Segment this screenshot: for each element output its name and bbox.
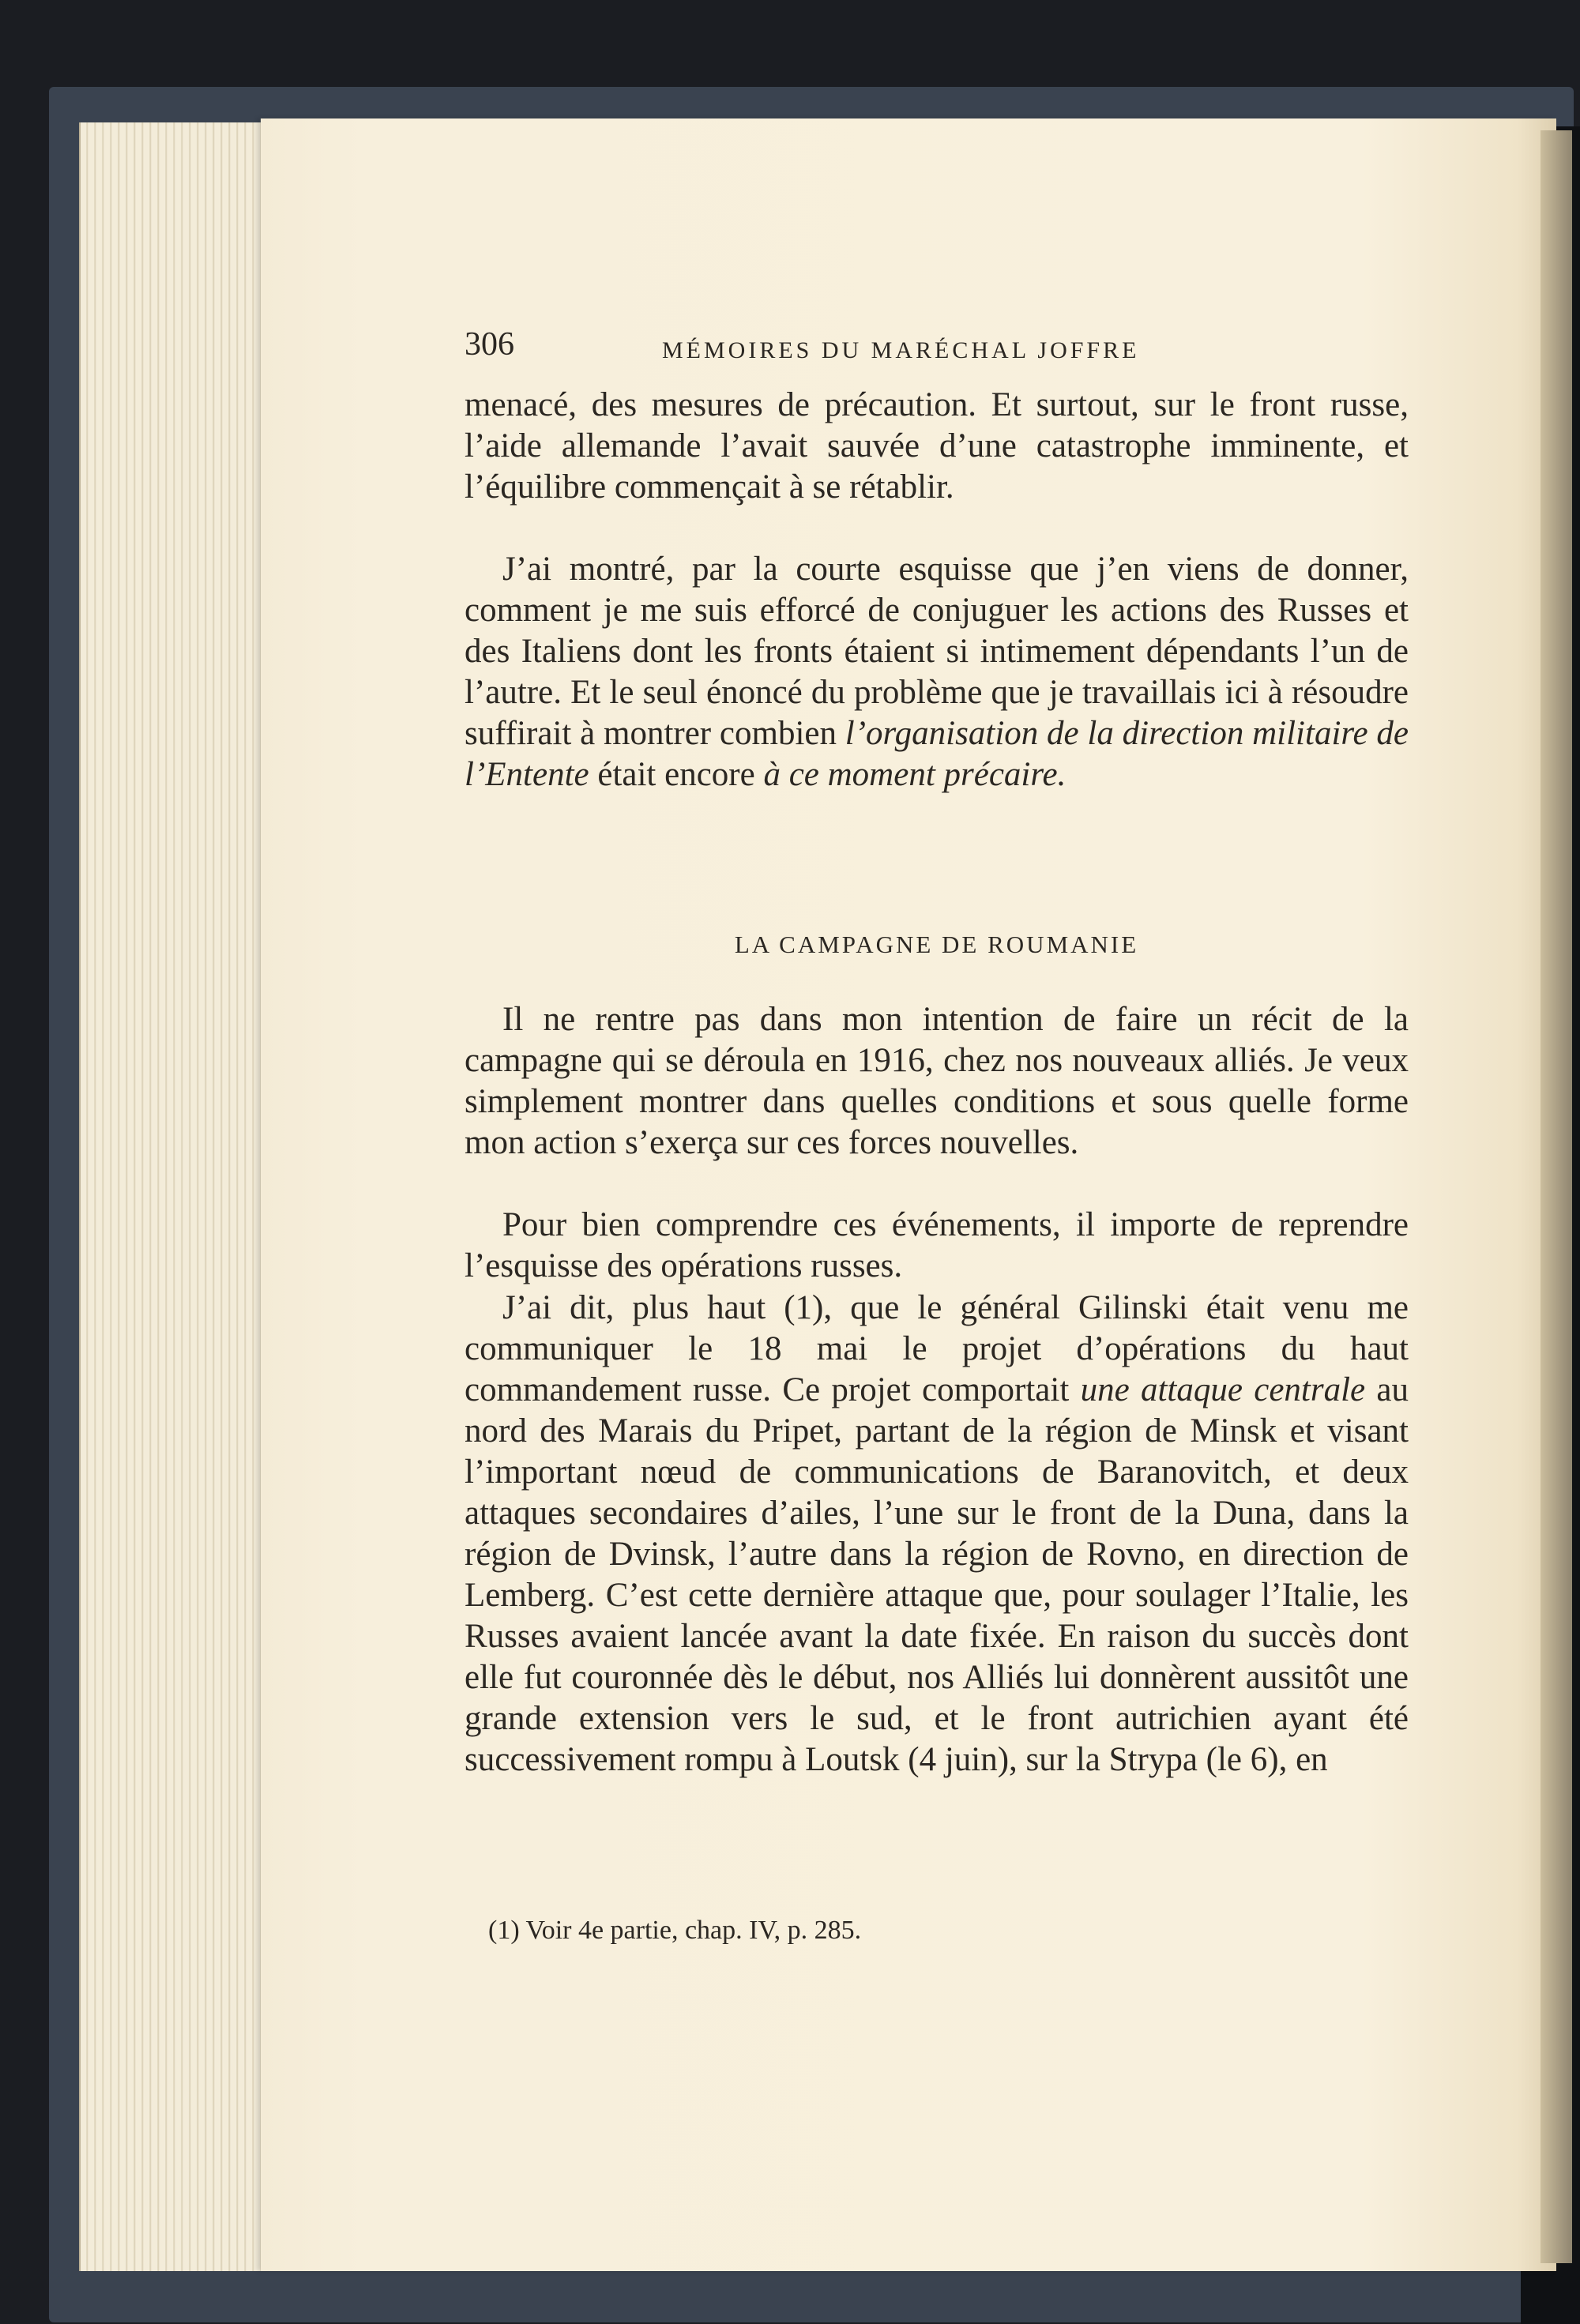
- paragraph-5-end: au nord des Marais du Pripet, partant de la région de Minsk et visant l’important nœud de communications de Baranovitch, et deux attaques secondaires d’ailes, l’une sur le front de la Duna, dans la région de Dvinsk, l’autre dans la région de Rovno, en direction de Lemberg. C’est cette dernière attaque que, pour soulager l’Italie, les Russes avaient lancée avant la date fixée. En raison du succès dont elle fut couronnée dès le début, nos Alliés lui donnèrent aussitôt une grande extension vers le sud, et le front autrichien ayant été successivement rompu à Loutsk (4 juin), sur la Strypa (le 6), en: [465, 1371, 1409, 1778]
- paragraph-5-start: J’ai dit, plus haut (1), que le général Gilinski était venu me communiquer le 18 mai le projet d’opérations du haut commandement russe. Ce projet comportait: [465, 1289, 1409, 1408]
- running-head: MÉMOIRES DU MARÉCHAL JOFFRE: [662, 337, 1140, 363]
- section-title: LA CAMPAGNE DE ROUMANIE: [734, 931, 1139, 958]
- paragraph-4: Pour bien comprendre ces événements, il importe de reprendre l’esquisse des opérations russes.: [465, 1206, 1409, 1284]
- page-header: [465, 324, 1409, 368]
- paragraph-2-italic-1: l’organisation de la direction militaire de l’Entente: [465, 715, 1409, 793]
- paragraph-1: menacé, des mesures de précaution. Et surtout, sur le front russe, l’aide allemande l’avait sauvée d’une catastrophe imminente, et l’équilibre commençait à se rétablir.: [465, 386, 1409, 506]
- gutter-shadow: [1540, 130, 1572, 2263]
- paragraph-2-middle: était encore: [589, 756, 764, 793]
- paragraph-2-italic-2: à ce moment précaire.: [763, 756, 1066, 793]
- paragraph-2-text: J’ai montré, par la courte esquisse que j’en viens de donner, comment je me suis efforcé de conjuguer les actions des Russes et des Italiens dont les fronts étaient si intimement dépendants l’un de l’autre. Et le seul énoncé du problème que je travaillais ici à résoudre suffirait à montrer combien: [465, 551, 1409, 752]
- paragraph-2: [465, 549, 1409, 795]
- paragraph-5-italic: une attaque centrale: [1080, 1371, 1366, 1408]
- page-number: 306: [465, 326, 514, 363]
- page-edges: [79, 122, 274, 2271]
- footnote: (1) Voir 4e partie, chap. IV, p. 285.: [488, 1916, 862, 1945]
- paragraph-3: Il ne rentre pas dans mon intention de faire un récit de la campagne qui se déroula en 1916, chez nos nouveaux alliés. Je veux simplement montrer dans quelles conditions et sous quelle forme mon action s’exerça sur ces forces nouvelles.: [465, 1001, 1409, 1161]
- paragraph-5: [465, 1288, 1409, 1781]
